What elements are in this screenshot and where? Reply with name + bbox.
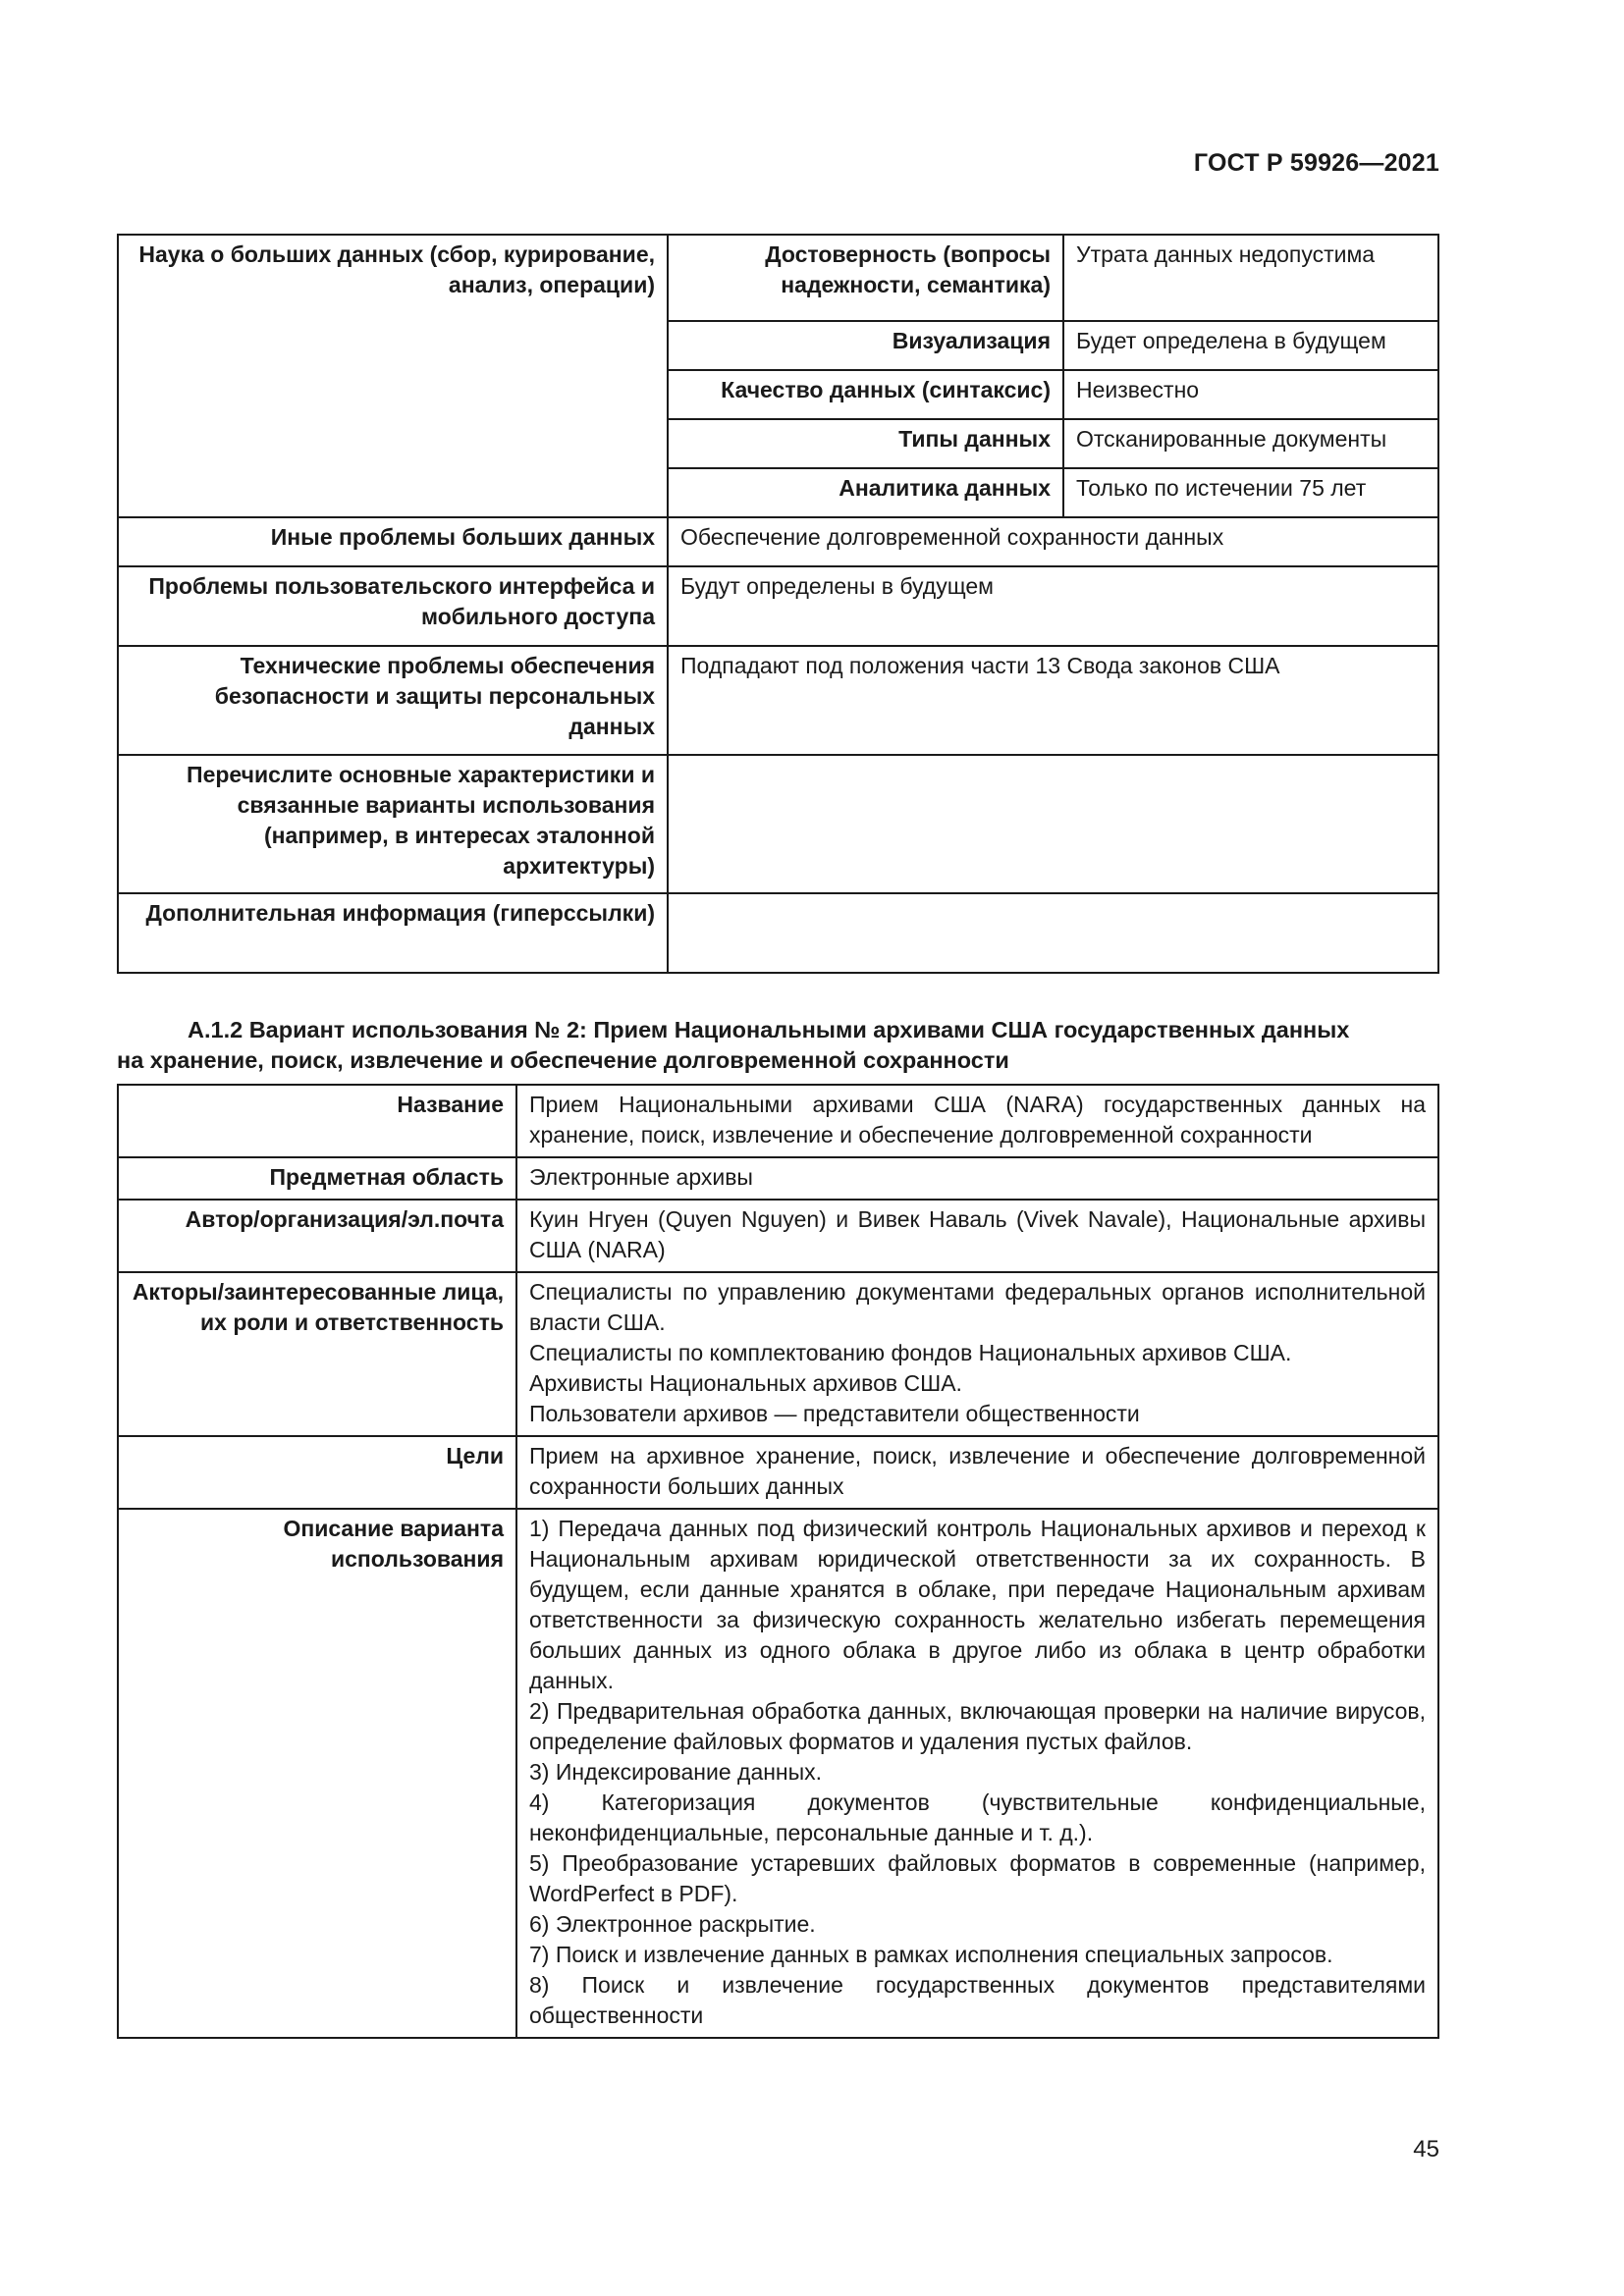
use-case-table: [117, 1084, 1439, 2039]
table-row: [118, 646, 1438, 755]
row-label: Цели: [118, 1436, 516, 1509]
table-row: [118, 1272, 1438, 1436]
value-line: 4) Категоризация документов (чувствительные конфиденциальные, неконфиденциальные, персональные данные и т. д.).: [529, 1789, 1426, 1845]
table-row: [118, 566, 1438, 646]
document-id: ГОСТ Р 59926—2021: [1193, 149, 1439, 177]
table-row: [118, 755, 1438, 893]
row-value: [516, 1157, 1438, 1200]
row-value: [516, 1200, 1438, 1272]
value-line: 2) Предварительная обработка данных, включающая проверки на наличие вирусов, определение файловых форматов и удаления пустых файлов.: [529, 1698, 1426, 1754]
value-line: 6) Электронное раскрытие.: [529, 1911, 816, 1937]
row-value: Неизвестно: [1063, 370, 1438, 419]
section-heading-line-2: на хранение, поиск, извлечение и обеспечение долговременной сохранности: [117, 1047, 1009, 1073]
table-row: [118, 1200, 1438, 1272]
row-value: [516, 1085, 1438, 1157]
row-value: Отсканированные документы: [1063, 419, 1438, 468]
row-value: [516, 1436, 1438, 1509]
row-sublabel: Достоверность (вопросы надежности, семантика): [668, 235, 1063, 321]
row-value: Будет определена в будущем: [1063, 321, 1438, 370]
value-line: Электронные архивы: [529, 1164, 753, 1190]
value-line: Куин Нгуен (Quyen Nguyen) и Вивек Наваль (Vivek Navale), Национальные архивы США (NARA): [529, 1206, 1426, 1262]
row-label: Автор/организация/эл.почта: [118, 1200, 516, 1272]
value-line: Специалисты по комплектованию фондов Национальных архивов США.: [529, 1340, 1292, 1365]
table-row: [118, 893, 1438, 973]
row-value: Только по истечении 75 лет: [1063, 468, 1438, 517]
row-value: [668, 893, 1438, 973]
value-line: Специалисты по управлению документами федеральных органов исполнительной власти США.: [529, 1279, 1426, 1335]
value-line: 3) Индексирование данных.: [529, 1759, 823, 1785]
row-label: Проблемы пользовательского интерфейса и мобильного доступа: [118, 566, 668, 646]
table-row: [118, 517, 1438, 566]
value-line: Пользователи архивов — представители общественности: [529, 1401, 1140, 1426]
value-line: Прием Национальными архивами США (NARA) государственных данных на хранение, поиск, извлечение и обеспечение долговременной сохранности: [529, 1092, 1426, 1148]
row-label: Акторы/заинтересованные лица, их роли и ответственность: [118, 1272, 516, 1436]
row-label: Технические проблемы обеспечения безопасности и защиты персональных данных: [118, 646, 668, 755]
row-value: Обеспечение долговременной сохранности данных: [668, 517, 1438, 566]
table-row: [118, 1436, 1438, 1509]
value-line: 5) Преобразование устаревших файловых форматов в современные (например, WordPerfect в PDF).: [529, 1850, 1426, 1906]
row-label: Наука о больших данных (сбор, курирование, анализ, операции): [118, 235, 668, 517]
row-label: Предметная область: [118, 1157, 516, 1200]
section-heading: [117, 1015, 1439, 1076]
row-value: Утрата данных недопустима: [1063, 235, 1438, 321]
value-line: Архивисты Национальных архивов США.: [529, 1370, 962, 1396]
row-label: Название: [118, 1085, 516, 1157]
table-row: [118, 235, 1438, 321]
row-label: Дополнительная информация (гиперссылки): [118, 893, 668, 973]
row-value: [516, 1509, 1438, 2038]
table-row: [118, 1085, 1438, 1157]
value-line: Прием на архивное хранение, поиск, извлечение и обеспечение долговременной сохранности больших данных: [529, 1443, 1426, 1499]
row-label: Иные проблемы больших данных: [118, 517, 668, 566]
table-row: [118, 1509, 1438, 2038]
row-sublabel: Качество данных (синтаксис): [668, 370, 1063, 419]
row-sublabel: Аналитика данных: [668, 468, 1063, 517]
row-value: [668, 755, 1438, 893]
row-label: Описание варианта использования: [118, 1509, 516, 2038]
table-row: [118, 1157, 1438, 1200]
value-line: 8) Поиск и извлечение государственных документов представителями общественности: [529, 1972, 1426, 2028]
section-heading-line-1: А.1.2 Вариант использования № 2: Прием Национальными архивами США государственных данных: [188, 1017, 1350, 1042]
characteristics-table: [117, 234, 1439, 974]
row-value: Подпадают под положения части 13 Свода законов США: [668, 646, 1438, 755]
row-label: Перечислите основные характеристики и связанные варианты использования (например, в интересах эталонной архитектуры): [118, 755, 668, 893]
row-value: [516, 1272, 1438, 1436]
row-value: Будут определены в будущем: [668, 566, 1438, 646]
value-line: 7) Поиск и извлечение данных в рамках исполнения специальных запросов.: [529, 1942, 1333, 1967]
page-number: 45: [1413, 2136, 1439, 2163]
row-sublabel: Визуализация: [668, 321, 1063, 370]
row-sublabel: Типы данных: [668, 419, 1063, 468]
value-line: 1) Передача данных под физический контроль Национальных архивов и переход к Национальным архивам юридической ответственности за их сохранность. В будущем, если данные хранятся в облаке, при передаче Национальным архивам ответственности за физическую сохранность желательно избегать перемещения больших данных из одного облака в другое либо из облака в центр обработки данных.: [529, 1516, 1426, 1693]
